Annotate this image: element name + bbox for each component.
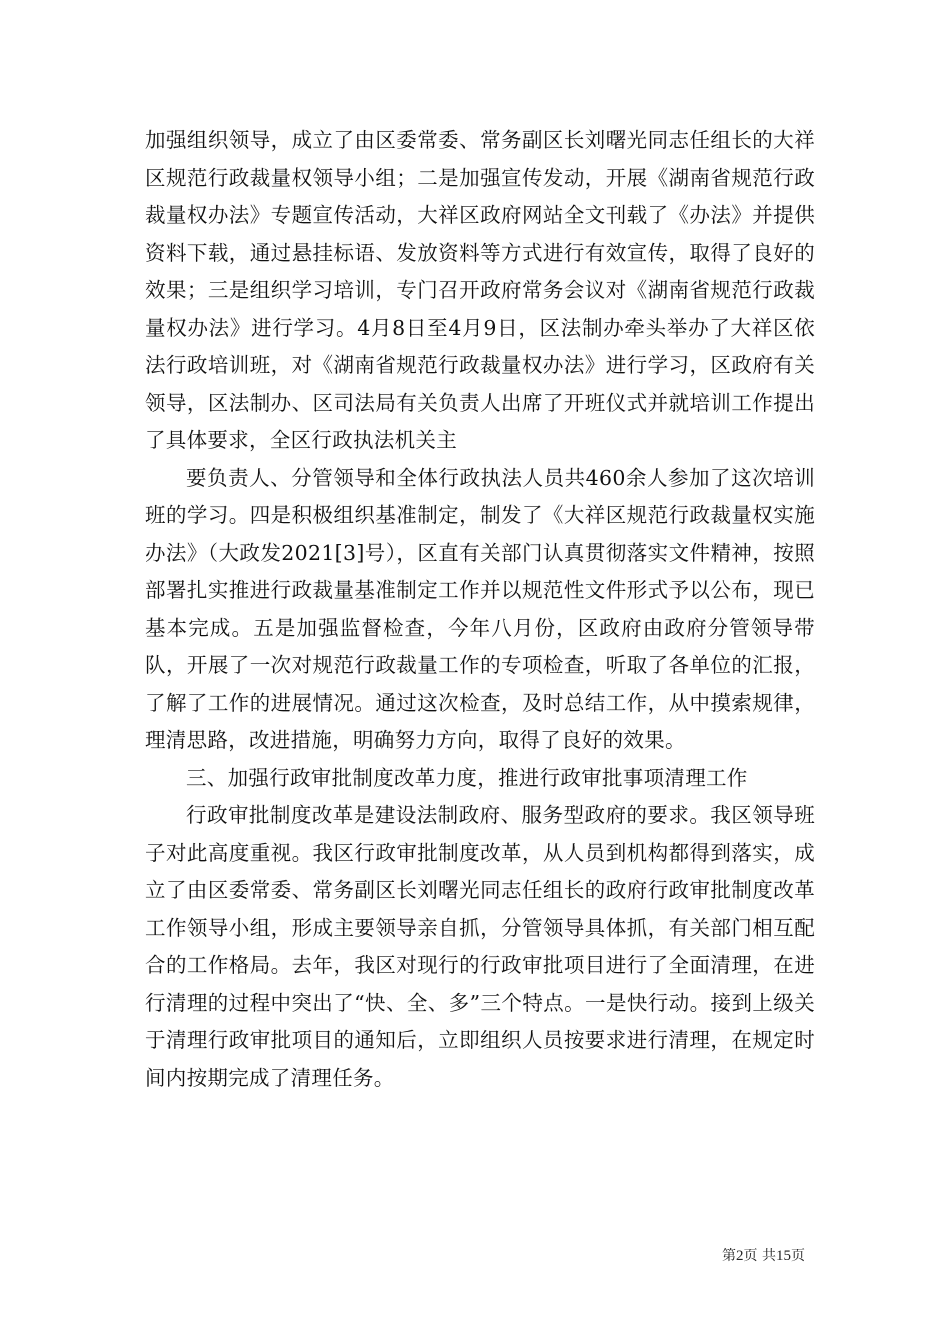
paragraph-2: 要负责人、分管领导和全体行政执法人员共460余人参加了这次培训班的学习。四是积极组织基准制定，制发了《大祥区规范行政裁量权实施办法》（大政发2021[3]号），区直有关部门认真贯彻落实文件精神，按照部署扎实推进行政裁量基准制定工作并以规范性文件形式予以公布，现已基本完成。五是加强监督检查，今年八月份，区政府由政府分管领导带队，开展了一次对规范行政裁量工作的专项检查，听取了各单位的汇报，了解了工作的进展情况。通过这次检查，及时总结工作，从中摸索规律，理清思路，改进措施，明确努力方向，取得了良好的效果。: [145, 465, 815, 752]
page-number-footer: [722, 1247, 805, 1265]
paragraph-1: 加强组织领导，成立了由区委常委、常务副区长刘曙光同志任组长的大祥区规范行政裁量权领导小组；二是加强宣传发动，开展《湖南省规范行政裁量权办法》专题宣传活动，大祥区政府网站全文刊载了《办法》并提供资料下载，通过悬挂标语、发放资料等方式进行有效宣传，取得了良好的效果；三是组织学习培训，专门召开政府常务会议对《湖南省规范行政裁量权办法》进行学习。4月8日至4月9日，区法制办牵头举办了大祥区依法行政培训班，对《湖南省规范行政裁量权办法》进行学习，区政府有关领导，区法制办、区司法局有关负责人出席了开班仪式并就培训工作提出了具体要求，全区行政执法机关主: [145, 128, 815, 452]
paragraph-4: 行政审批制度改革是建设法制政府、服务型政府的要求。我区领导班子对此高度重视。我区行政审批制度改革，从人员到机构都得到落实，成立了由区委常委、常务副区长刘曙光同志任组长的政府行政审批制度改革工作领导小组，形成主要领导亲自抓，分管领导具体抓，有关部门相互配合的工作格局。去年，我区对现行的行政审批项目进行了全面清理，在进行清理的过程中突出了“快、全、多”三个特点。一是快行动。接到上级关于清理行政审批项目的通知后，立即组织人员按要求进行清理，在规定时间内按期完成了清理任务。: [145, 803, 815, 1090]
footer-prefix: 第: [722, 1248, 737, 1264]
current-page-number: 2: [736, 1248, 744, 1264]
document-body: [145, 122, 815, 1097]
footer-middle: 页 共: [743, 1248, 776, 1264]
footer-suffix: 页: [791, 1248, 805, 1264]
section-heading-3: 三、加强行政审批制度改革力度，推进行政审批事项清理工作: [186, 765, 748, 790]
total-pages-number: 15: [776, 1248, 791, 1264]
